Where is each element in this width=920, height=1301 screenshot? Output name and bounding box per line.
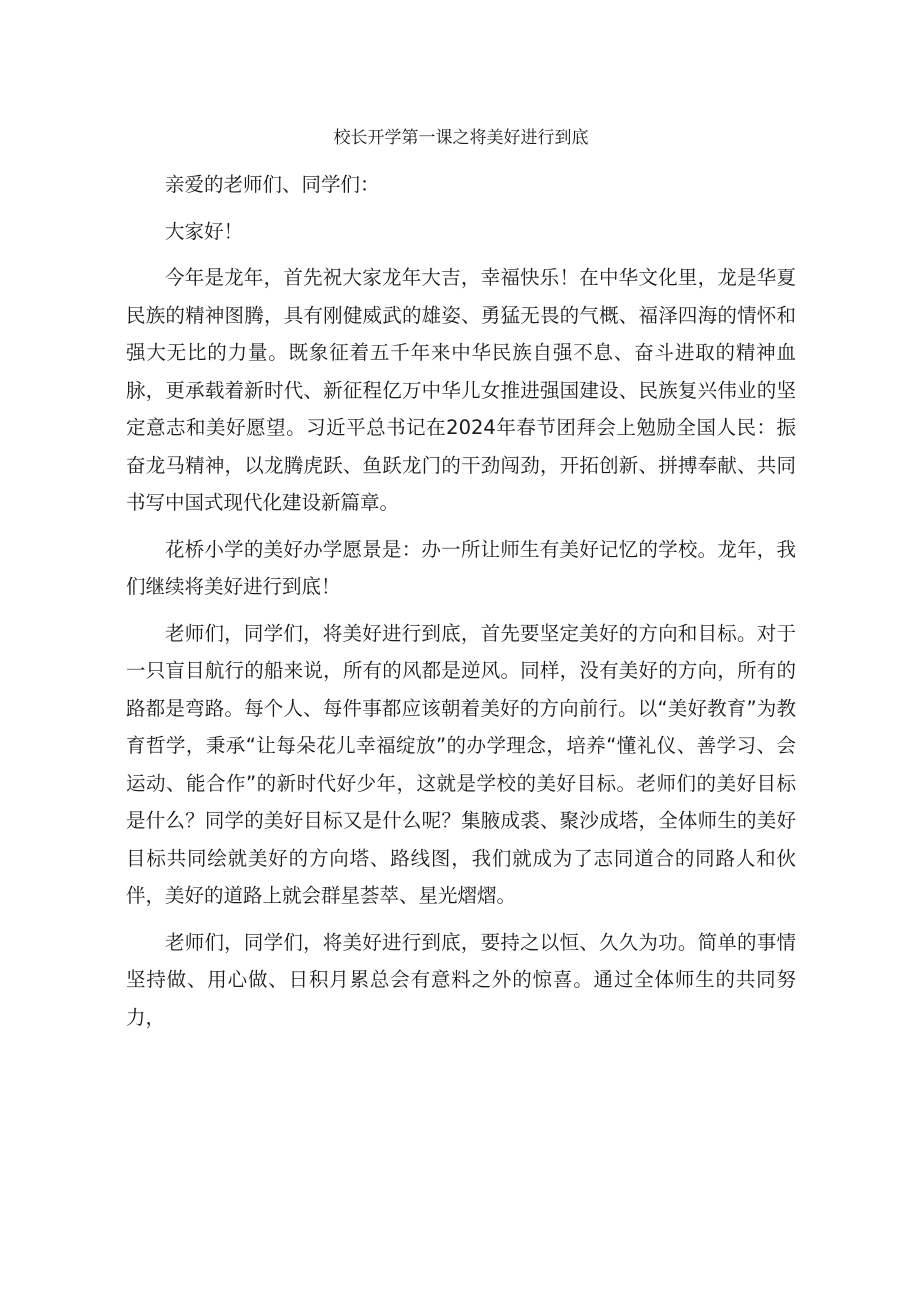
- paragraph-hello: 大家好！: [165, 219, 244, 243]
- document-title: 校长开学第一课之将美好进行到底: [333, 128, 589, 148]
- paragraph-direction-goals: 老师们，同学们，将美好进行到底，首先要坚定美好的方向和目标。对于一只盲目航行的船来说，所有的风都是逆风。同样，没有美好的方向，所有的路都是弯路。每个人、每件事都应该朝着美好的方向前行。以“美好教育”为教育哲学，秉承“让每朵花儿幸福绽放”的办学理念，培养“懂礼仪、善学习、会运动、能合作”的新时代好少年，这就是学校的美好目标。老师们的美好目标是什么？同学的美好目标又是什么呢？集腋成裘、聚沙成塔，全体师生的美好目标共同绘就美好的方向塔、路线图，我们就成为了志同道合的同路人和伙伴，美好的道路上就会群星荟萃、星光熠熠。: [126, 621, 796, 907]
- paragraph-persistence: 老师们，同学们，将美好进行到底，要持之以恒、久久为功。简单的事情坚持做、用心做、日积月累总会有意料之外的惊喜。通过全体师生的共同努力，: [126, 930, 796, 1029]
- paragraph-dragon-year: 今年是龙年，首先祝大家龙年大吉，幸福快乐！在中华文化里，龙是华夏民族的精神图腾，具有刚健威武的雄姿、勇猛无畏的气概、福泽四海的情怀和强大无比的力量。既象征着五千年来中华民族自强不息、奋斗进取的精神血脉，更承载着新时代、新征程亿万中华儿女推进强国建设、民族复兴伟业的坚定意志和美好愿望。习近平总书记在2024年春节团拜会上勉励全国人民：振奋龙马精神，以龙腾虎跃、鱼跃龙门的干劲闯劲，开拓创新、拼搏奉献、共同书写中国式现代化建设新篇章。: [126, 266, 796, 514]
- paragraph-greeting: 亲爱的老师们、同学们：: [165, 173, 380, 196]
- document-body: [126, 166, 796, 1045]
- paragraph-school-vision: 花桥小学的美好办学愿景是：办一所让师生有美好记忆的学校。龙年，我们继续将美好进行到底！: [126, 537, 796, 598]
